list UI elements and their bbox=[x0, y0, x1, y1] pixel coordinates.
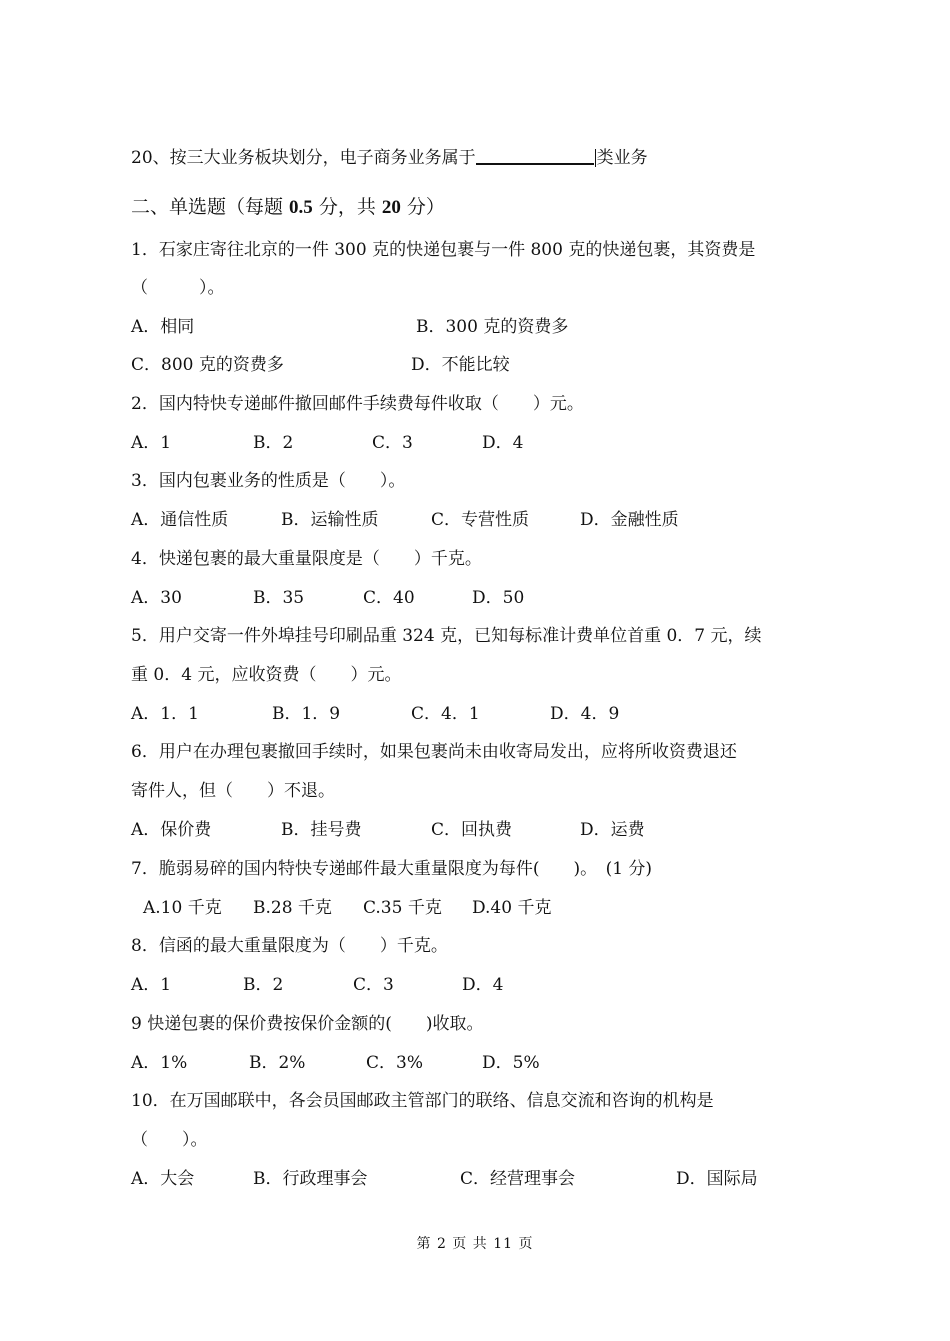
question-10-line-2: （ ）。 bbox=[131, 1130, 208, 1150]
section-heading bbox=[131, 196, 445, 219]
question-20 bbox=[131, 147, 648, 169]
question-9-option-a: A．1% bbox=[131, 1053, 188, 1073]
question-1-line-1: 1．石家庄寄往北京的一件 300 克的快递包裹与一件 800 克的快递包裹，其资费是 bbox=[131, 240, 756, 260]
answer-blank bbox=[476, 147, 594, 165]
question-5-option-a: A．1．1 bbox=[131, 704, 199, 724]
page-footer: 第 2 页 共 11 页 bbox=[416, 1236, 534, 1252]
question-9-option-c: C．3% bbox=[366, 1053, 423, 1073]
question-3-option-c: C．专营性质 bbox=[431, 510, 530, 530]
question-5-option-c: C．4．1 bbox=[411, 704, 480, 724]
question-7-option-b: B.28 千克 bbox=[253, 898, 332, 918]
question-8-option-c: C．3 bbox=[353, 975, 394, 995]
blank-end bbox=[594, 149, 596, 167]
question-4-option-b: B．35 bbox=[253, 588, 305, 608]
question-2: 2．国内特快专递邮件撤回邮件手续费每件收取（ ）元。 bbox=[131, 394, 584, 414]
section-points-each: 0.5 bbox=[289, 197, 313, 218]
question-5-option-b: B．1．9 bbox=[272, 704, 341, 724]
question-9-option-d: D．5% bbox=[482, 1053, 540, 1073]
section-heading-pre: 二、单选题（每题 bbox=[131, 196, 290, 218]
question-4-option-d: D．50 bbox=[472, 588, 525, 608]
question-7-option-a: A.10 千克 bbox=[143, 898, 222, 918]
question-1-option-d: D．不能比较 bbox=[411, 355, 510, 375]
question-1-line-2: （ ）。 bbox=[131, 278, 225, 298]
question-10-option-a: A．大会 bbox=[131, 1169, 195, 1189]
question-3-option-d: D．金融性质 bbox=[580, 510, 679, 530]
question-4-option-a: A．30 bbox=[131, 588, 182, 608]
question-8-option-b: B．2 bbox=[243, 975, 284, 995]
section-heading-post: 分） bbox=[400, 196, 445, 218]
question-5-option-d: D．4．9 bbox=[550, 704, 620, 724]
question-6-option-a: A．保价费 bbox=[131, 820, 212, 840]
question-2-option-c: C．3 bbox=[372, 433, 413, 453]
question-9: 9 快递包裹的保价费按保价金额的( )收取。 bbox=[131, 1014, 484, 1034]
question-1-option-b: B．300 克的资费多 bbox=[416, 317, 569, 337]
question-6-line-2: 寄件人，但（ ）不退。 bbox=[131, 781, 335, 801]
question-1-option-a: A．相同 bbox=[131, 317, 195, 337]
question-2-option-a: A．1 bbox=[131, 433, 172, 453]
question-10-option-c: C．经营理事会 bbox=[460, 1169, 576, 1189]
question-10-option-b: B．行政理事会 bbox=[253, 1169, 368, 1189]
question-8-option-a: A．1 bbox=[131, 975, 172, 995]
question-7-option-c: C.35 千克 bbox=[363, 898, 442, 918]
question-6-option-c: C．回执费 bbox=[431, 820, 513, 840]
question-3: 3．国内包裹业务的性质是（ ）。 bbox=[131, 471, 406, 491]
question-6-option-d: D．运费 bbox=[580, 820, 645, 840]
question-5-line-1: 5．用户交寄一件外埠挂号印刷品重 324 克，已知每标准计费单位首重 0．7 元，续 bbox=[131, 626, 762, 646]
question-10-option-d: D．国际局 bbox=[676, 1169, 758, 1189]
question-10-line-1: 10．在万国邮联中，各会员国邮政主管部门的联络、信息交流和咨询的机构是 bbox=[131, 1091, 714, 1111]
question-7: 7．脆弱易碎的国内特快专递邮件最大重量限度为每件( )。 (1 分) bbox=[131, 859, 653, 879]
question-6-option-b: B．挂号费 bbox=[281, 820, 362, 840]
question-8-option-d: D．4 bbox=[462, 975, 504, 995]
question-4-option-c: C．40 bbox=[363, 588, 415, 608]
question-7-option-d: D.40 千克 bbox=[472, 898, 552, 918]
question-20-prefix: 20、按三大业务板块划分，电子商务业务属于 bbox=[131, 148, 476, 168]
section-heading-mid: 分，共 bbox=[312, 196, 382, 218]
question-8: 8．信函的最大重量限度为（ ）千克。 bbox=[131, 936, 448, 956]
question-2-option-b: B．2 bbox=[253, 433, 294, 453]
question-9-option-b: B．2% bbox=[249, 1053, 306, 1073]
question-5-line-2: 重 0．4 元，应收资费（ ）元。 bbox=[131, 665, 402, 685]
question-1-option-c: C．800 克的资费多 bbox=[131, 355, 284, 375]
section-points-total: 20 bbox=[381, 197, 401, 218]
question-20-suffix: 类业务 bbox=[596, 148, 648, 168]
question-4: 4．快递包裹的最大重量限度是（ ）千克。 bbox=[131, 549, 482, 569]
question-3-option-b: B．运输性质 bbox=[281, 510, 379, 530]
question-6-line-1: 6．用户在办理包裹撤回手续时，如果包裹尚未由收寄局发出，应将所收资费退还 bbox=[131, 742, 737, 762]
question-2-option-d: D．4 bbox=[482, 433, 524, 453]
question-3-option-a: A．通信性质 bbox=[131, 510, 229, 530]
